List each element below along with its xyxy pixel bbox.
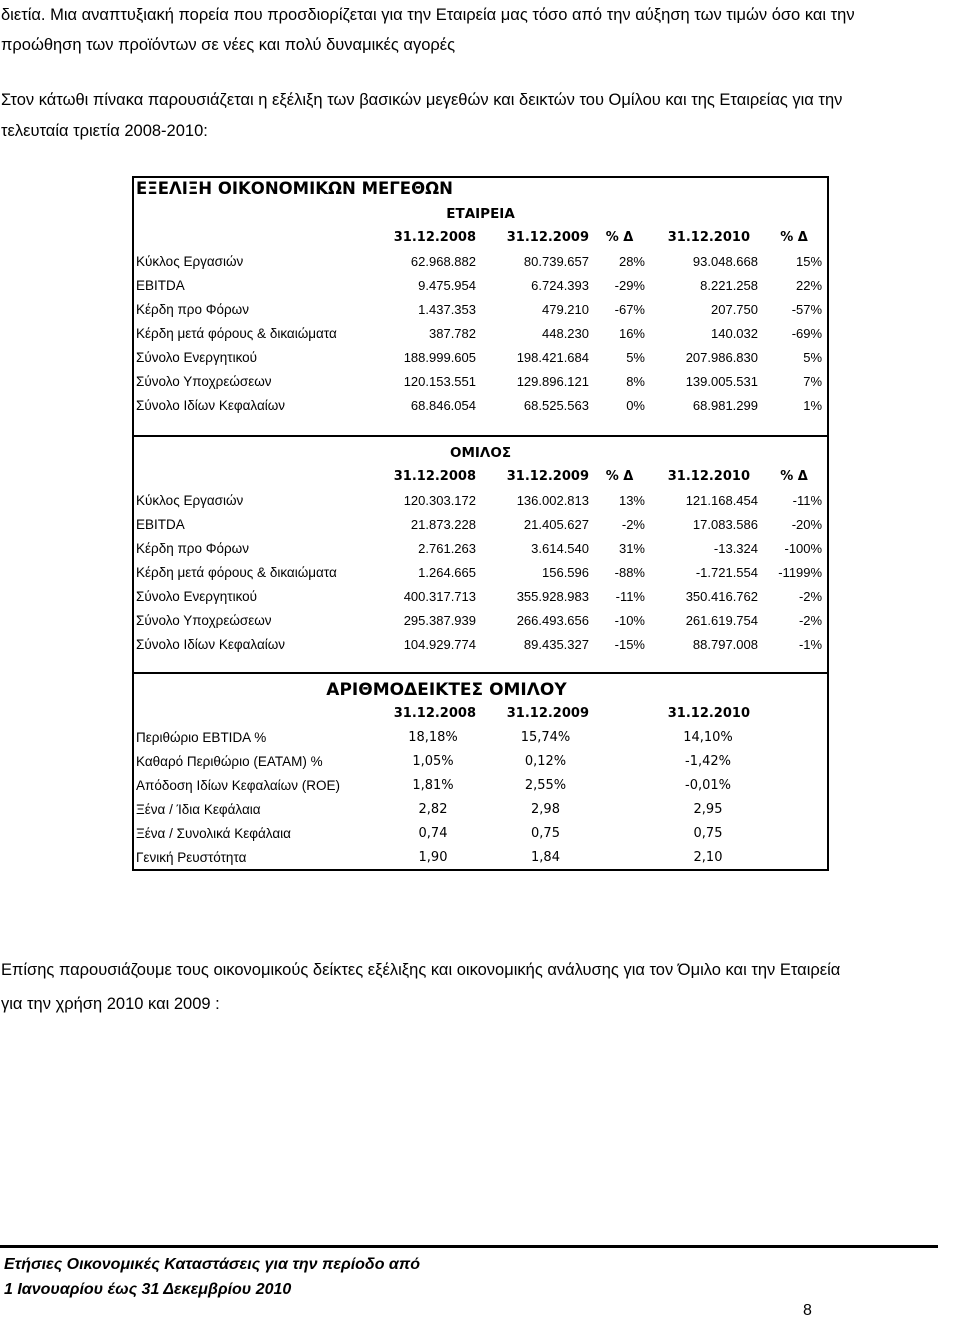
ratios-heading-row (133, 678, 828, 702)
cell-blank (591, 774, 648, 798)
value-2008: 9.475.954 (418, 278, 476, 293)
company-row (133, 274, 828, 298)
row-label: Κύκλος Εργασιών (136, 254, 244, 269)
value-2008: 68.846.054 (410, 398, 476, 413)
value-2009: 198.421.684 (516, 350, 589, 365)
change-2009: 16% (618, 326, 645, 341)
change-2009: -11% (615, 589, 645, 604)
change-2010: -20% (791, 517, 823, 532)
group-row (133, 561, 828, 585)
group-row (133, 633, 828, 657)
value-2010: 207.750 (711, 302, 758, 317)
change-2010: 7% (803, 374, 823, 389)
ratio-label: Ξένα / Ίδια Κεφάλαια (136, 802, 261, 817)
cell-blank (760, 750, 828, 774)
value-2010: 68.981.299 (692, 398, 758, 413)
financials-title: ΕΞΕΛΙΞΗ ΟΙΚΟΝΟΜΙΚΩΝ ΜΕΓΕΘΩΝ (136, 179, 453, 198)
heading-blank (760, 678, 828, 702)
outro-line-2: για την χρήση 2010 και 2009 : (1, 995, 220, 1013)
ratio-2009: 0,75 (531, 826, 560, 841)
cell-blank (760, 798, 828, 822)
value-2009: 129.896.121 (516, 374, 589, 389)
value-2010: -13.324 (713, 541, 758, 556)
ratio-label: Απόδοση Ιδίων Κεφαλαίων (ROE) (136, 778, 340, 793)
cell-blank (591, 846, 648, 870)
row-label: Σύνολο Ιδίων Κεφαλαίων (136, 637, 286, 652)
cell-blank (760, 846, 828, 870)
value-2008: 21.873.228 (410, 517, 476, 532)
value-2010: 139.005.531 (685, 374, 758, 389)
ratio-label: Ξένα / Συνολικά Κεφάλαια (136, 826, 291, 841)
change-2009: 28% (618, 254, 645, 269)
section-divider (133, 672, 828, 674)
change-2009: -29% (614, 278, 645, 293)
outro-line-1: Επίσης παρουσιάζουμε τους οικονομικούς δείκτες εξέλιξης και οικονομικής ανάλυσης για τον Όμιλο και την Εταιρεία (1, 961, 841, 979)
row-label: EBITDA (136, 278, 185, 293)
ratio-label: Γενική Ρευστότητα (136, 850, 247, 865)
value-2008: 188.999.605 (403, 350, 476, 365)
change-2009: 0% (626, 398, 645, 413)
value-2008: 120.303.172 (403, 493, 476, 508)
ratio-2008: 1,05% (412, 754, 454, 769)
ratio-2010: 2,95 (693, 802, 723, 817)
value-2010: -1.721.554 (695, 565, 758, 580)
ratio-2008: 1,81% (412, 778, 454, 793)
intro-line-3: Στον κάτωθι πίνακα παρουσιάζεται η εξέλιξη των βασικών μεγεθών και δεικτών του Ομίλου και της Εταιρείας για την (1, 91, 843, 109)
row-label: Σύνολο Ενεργητικού (136, 350, 258, 365)
header-blank (760, 702, 828, 726)
change-2009: -2% (621, 517, 645, 532)
group-row (133, 585, 828, 609)
header-2009: 31.12.2009 (506, 706, 589, 721)
group-row (133, 513, 828, 537)
header-2010: 31.12.2010 (667, 706, 750, 721)
ratio-2010: 0,75 (693, 826, 723, 841)
group-row (133, 537, 828, 561)
change-2009: 31% (618, 541, 645, 556)
footer-title-line-2: 1 Ιανουαρίου έως 31 Δεκεμβρίου 2010 (4, 1281, 292, 1298)
value-2010: 121.168.454 (685, 493, 758, 508)
ratio-2009: 2,55% (524, 778, 567, 793)
ratios-table (133, 678, 828, 870)
company-table (133, 202, 828, 418)
header-2008: 31.12.2008 (393, 469, 476, 484)
group-table (133, 441, 828, 657)
ratio-label: Περιθώριο EBTIDA % (136, 730, 267, 745)
change-2010: 1% (803, 398, 823, 413)
header-change-2009: % Δ (605, 469, 634, 484)
header-change-2010: % Δ (780, 469, 808, 484)
ratios-heading: ΑΡΙΘΜΟΔΕΙΚΤΕΣ ΟΜΙΛΟΥ (326, 680, 567, 700)
value-2008: 295.387.939 (403, 613, 476, 628)
value-2010: 350.416.762 (685, 589, 758, 604)
value-2009: 266.493.656 (516, 613, 589, 628)
header-2008: 31.12.2008 (393, 706, 476, 721)
header-change-2009: % Δ (605, 230, 634, 245)
header-2009: 31.12.2009 (506, 469, 589, 484)
change-2010: 22% (796, 278, 823, 293)
value-2008: 62.968.882 (410, 254, 476, 269)
row-label: Κέρδη μετά φόρους & δικαιώματα (136, 326, 337, 341)
ratio-row (133, 798, 828, 822)
value-2008: 2.761.263 (418, 541, 476, 556)
change-2009: 8% (626, 374, 645, 389)
group-row (133, 609, 828, 633)
ratio-2010: -0,01% (685, 778, 731, 793)
company-header-row (133, 226, 828, 250)
section-divider (133, 435, 828, 437)
company-heading: ΕΤΑΙΡΕΙΑ (446, 206, 515, 222)
cell-blank (591, 750, 648, 774)
change-2010: -100% (784, 541, 823, 556)
value-2010: 261.619.754 (685, 613, 758, 628)
change-2010: -69% (791, 326, 823, 341)
company-row (133, 346, 828, 370)
value-2009: 156.596 (542, 565, 589, 580)
value-2008: 120.153.551 (403, 374, 476, 389)
cell-blank (591, 726, 648, 750)
value-2008: 1.264.665 (418, 565, 476, 580)
header-blank (591, 702, 648, 726)
header-2008: 31.12.2008 (393, 230, 476, 245)
value-2009: 355.928.983 (516, 589, 589, 604)
footer-rule (0, 1245, 938, 1248)
header-2009: 31.12.2009 (506, 230, 589, 245)
header-blank (133, 226, 380, 250)
ratio-row (133, 822, 828, 846)
company-row (133, 250, 828, 274)
intro-line-1: διετία. Μια αναπτυξιακή πορεία που προσδιορίζεται για την Εταιρεία μας τόσο από την αύξηση των τιμών όσο και την (1, 6, 855, 24)
change-2010: 15% (796, 254, 823, 269)
ratio-2009: 15,74% (520, 730, 571, 745)
value-2009: 89.435.327 (523, 637, 589, 652)
row-label: Κέρδη προ Φόρων (136, 541, 249, 556)
ratio-row (133, 726, 828, 750)
value-2010: 17.083.586 (692, 517, 758, 532)
row-label: Σύνολο Υποχρεώσεων (136, 613, 272, 628)
ratio-2008: 18,18% (408, 730, 458, 745)
company-row (133, 298, 828, 322)
ratio-2008: 0,74 (418, 826, 448, 841)
header-2010: 31.12.2010 (667, 230, 750, 245)
change-2010: -1% (798, 637, 823, 652)
value-2009: 6.724.393 (531, 278, 589, 293)
change-2009: -10% (614, 613, 645, 628)
company-heading-row (133, 202, 828, 226)
value-2009: 21.405.627 (523, 517, 589, 532)
footer-title-line-1: Ετήσιες Οικονομικές Καταστάσεις για την περίοδο από (4, 1256, 420, 1273)
change-2009: -15% (614, 637, 645, 652)
cell-blank (760, 726, 828, 750)
value-2010: 140.032 (711, 326, 758, 341)
value-2010: 8.221.258 (700, 278, 758, 293)
value-2009: 68.525.563 (523, 398, 589, 413)
value-2009: 3.614.540 (531, 541, 589, 556)
change-2010: -57% (791, 302, 823, 317)
row-label: EBITDA (136, 517, 185, 532)
change-2010: -2% (798, 589, 823, 604)
cell-blank (591, 822, 648, 846)
value-2010: 88.797.008 (692, 637, 758, 652)
cell-blank (591, 798, 648, 822)
row-label: Κέρδη προ Φόρων (136, 302, 249, 317)
company-row (133, 370, 828, 394)
change-2009: -67% (614, 302, 645, 317)
row-label: Κύκλος Εργασιών (136, 493, 244, 508)
value-2009: 479.210 (542, 302, 589, 317)
company-row (133, 322, 828, 346)
group-row (133, 489, 828, 513)
value-2009: 448.230 (542, 326, 589, 341)
change-2009: 13% (618, 493, 645, 508)
ratio-row (133, 774, 828, 798)
change-2009: -88% (614, 565, 645, 580)
ratio-2009: 2,98 (531, 802, 560, 817)
group-heading-row (133, 441, 828, 465)
row-label: Σύνολο Ιδίων Κεφαλαίων (136, 398, 286, 413)
change-2010: -11% (792, 493, 823, 508)
header-2010: 31.12.2010 (667, 469, 750, 484)
intro-line-2: προώθηση των προϊόντων σε νέες και πολύ δυναμικές αγορές (1, 36, 456, 54)
change-2010: -1199% (778, 565, 823, 580)
header-change-2010: % Δ (780, 230, 808, 245)
ratio-2009: 0,12% (524, 754, 567, 769)
ratios-header-row (133, 702, 828, 726)
ratio-row (133, 846, 828, 870)
ratio-2008: 1,90 (418, 850, 448, 865)
ratio-2010: -1,42% (685, 754, 731, 769)
row-label: Σύνολο Υποχρεώσεων (136, 374, 272, 389)
group-heading: ΟΜΙΛΟΣ (449, 445, 512, 461)
row-label: Σύνολο Ενεργητικού (136, 589, 258, 604)
ratio-2010: 14,10% (683, 730, 733, 745)
ratio-row (133, 750, 828, 774)
ratio-2009: 1,84 (531, 850, 560, 865)
group-header-row (133, 465, 828, 489)
change-2010: 5% (803, 350, 823, 365)
ratio-2008: 2,82 (418, 802, 448, 817)
cell-blank (760, 822, 828, 846)
value-2010: 93.048.668 (692, 254, 758, 269)
header-blank (133, 465, 380, 489)
value-2008: 387.782 (429, 326, 476, 341)
change-2010: -2% (798, 613, 823, 628)
value-2009: 136.002.813 (516, 493, 589, 508)
intro-line-4: τελευταία τριετία 2008-2010: (1, 122, 208, 140)
header-blank (133, 702, 380, 726)
company-row (133, 394, 828, 418)
ratio-label: Καθαρό Περιθώριο (EATAM) % (136, 754, 323, 769)
cell-blank (760, 774, 828, 798)
value-2008: 400.317.713 (403, 589, 476, 604)
change-2009: 5% (626, 350, 645, 365)
value-2010: 207.986.830 (685, 350, 758, 365)
value-2008: 104.929.774 (403, 637, 476, 652)
page-number: 8 (803, 1302, 812, 1319)
row-label: Κέρδη μετά φόρους & δικαιώματα (136, 565, 337, 580)
value-2009: 80.739.657 (523, 254, 589, 269)
value-2008: 1.437.353 (418, 302, 476, 317)
ratio-2010: 2,10 (693, 850, 723, 865)
